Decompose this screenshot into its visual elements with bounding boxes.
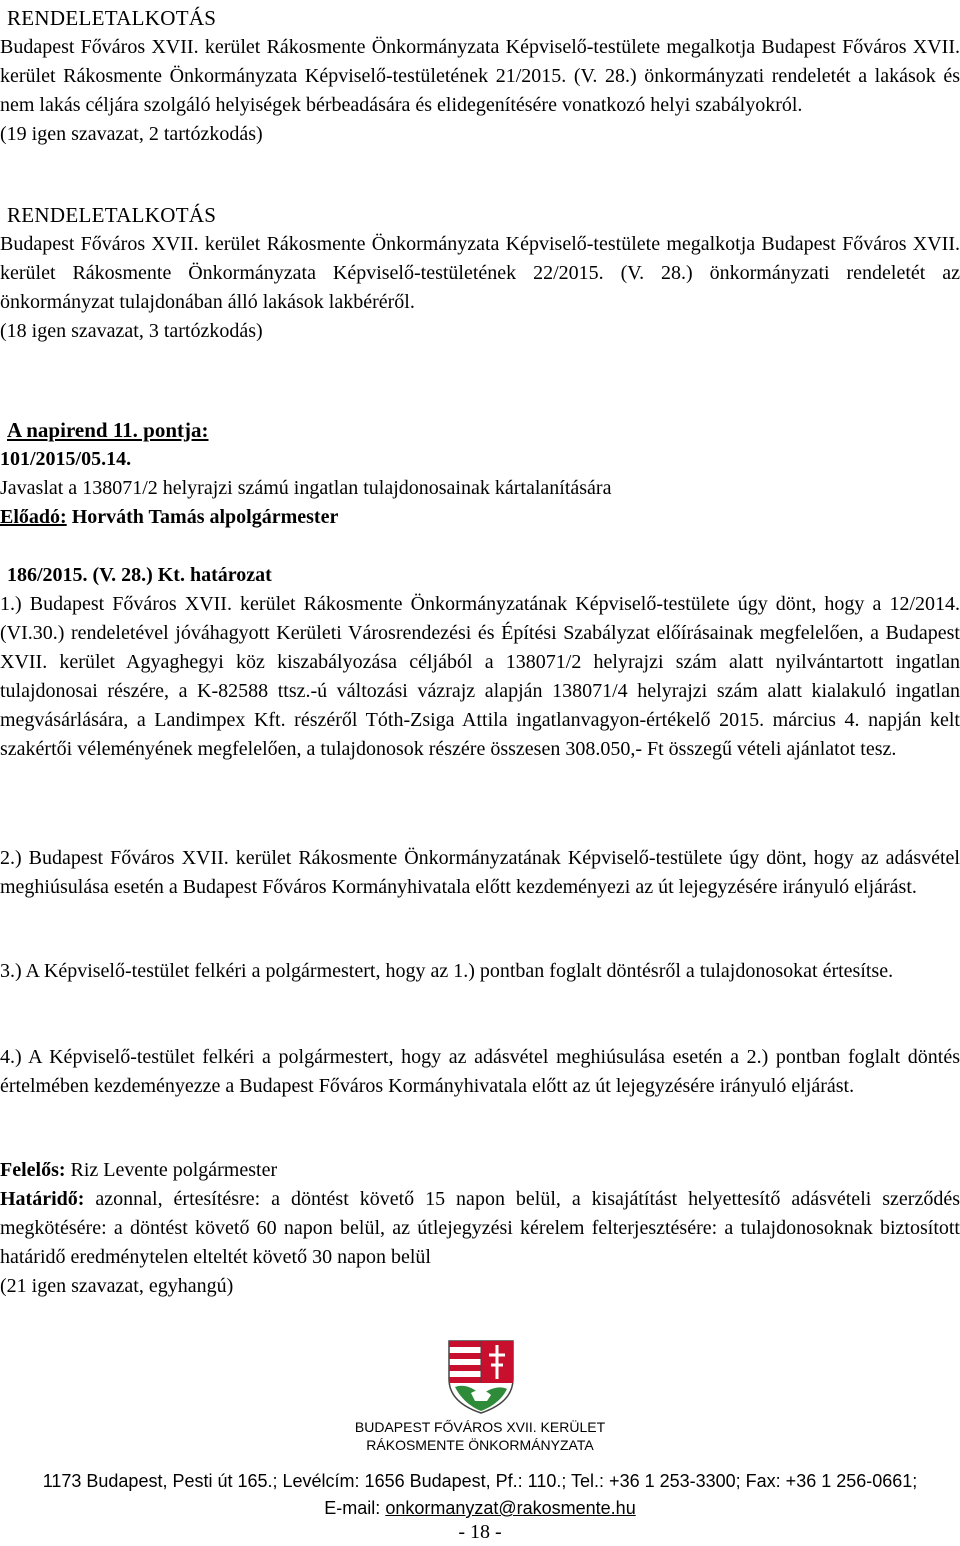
resolution-point-4-block [0,1043,960,1101]
deadline-label: Határidő: [0,1188,85,1210]
agenda-item [0,416,960,532]
agenda-number: 101/2015/05.14. [0,448,132,470]
email-label: E-mail: [324,1498,381,1518]
resolution-point-4: 4.) A Képviselő-testület felkéri a polgármestert, hogy az adásvétel meghiúsulása esetén a 2.) pontban foglalt döntés értelmében kezdeményezze a Budapest Főváros Kormányhivatala előtt az út lejegyzésére irányuló eljárást. [0,1046,960,1097]
vote-result: (21 igen szavazat, egyhangú) [0,1275,234,1297]
resolution-point-3: 3.) A Képviselő-testület felkéri a polgármestert, hogy az 1.) pontban foglalt döntésről a tulajdonosokat értesítse. [0,960,894,982]
resolution-title: 186/2015. (V. 28.) Kt. határozat [7,564,272,586]
presenter-label: Előadó: [0,506,67,528]
responsible-line [0,1156,960,1185]
resolution-point-2-block [0,844,960,902]
agenda-title: A napirend 11. pontja: [7,418,209,442]
email-link[interactable]: onkormanyzat@rakosmente.hu [385,1498,636,1518]
org-name-line-2: RÁKOSMENTE ÖNKORMÁNYZATA [366,1437,594,1453]
decree-text: Budapest Főváros XVII. kerület Rákosmente Önkormányzata Képviselő-testülete megalkotja Budapest Főváros XVII. kerület Rákosmente Önkormányzata Képviselő-testületének 22/2015. (V. 28.) önkormányzati rendeletét az önkormányzat tulajdonában álló lakások lakbéréről. [0,233,960,313]
section-heading: RENDELETALKOTÁS [7,6,217,30]
org-name-line-1: BUDAPEST FŐVÁROS XVII. KERÜLET [354,1419,606,1435]
vote-result: (18 igen szavazat, 3 tartózkodás) [0,320,263,342]
page-number: - 18 - [458,1521,502,1543]
footer-address: 1173 Budapest, Pesti út 165.; Levélcím: 1656 Budapest, Pf.: 110.; Tel.: +36 1 253-3300; Fax: +36 1 256-0661; [42,1471,918,1491]
section-heading: RENDELETALKOTÁS [7,203,217,227]
deadline-line [0,1185,960,1272]
resolution-point-1: 1.) Budapest Főváros XVII. kerület Rákosmente Önkormányzatának Képviselő-testülete úgy dönt, hogy a 12/2014. (VI.30.) rendeletével jóváhagyott Kerületi Városrendezési és Építési Szabályzat előírásainak megfelelően, a Budapest XVII. kerület Agyaghegyi köz kiszabályozása céljából a 138071/2 helyrajzi szám alatt nyilvántartott ingatlan tulajdonosai részére, a K-82588 ttsz.-ú változási vázrajz alapján 138071/4 helyrajzi szám alatt kialakuló ingatlan megvásárlására, a Landimpex Kft. részéről Tóth-Zsiga Attila ingatlanvagyon-értékelő 2015. március 4. napján kelt szakértői véleményének megfelelően, a tulajdonosok részére összesen 308.050,- Ft összegű vételi ajánlatot tesz. [0,593,960,760]
coat-of-arms-icon [441,1335,521,1415]
responsibility-block [0,1156,960,1301]
decree-text: Budapest Főváros XVII. kerület Rákosmente Önkormányzata Képviselő-testülete megalkotja Budapest Főváros XVII. kerület Rákosmente Önkormányzata Képviselő-testületének 21/2015. (V. 28.) önkormányzati rendeletét a lakások és nem lakás céljára szolgáló helyiségek bérbeadására és elidegenítésére vonatkozó helyi szabályokról. [0,36,960,116]
resolution [0,561,960,764]
resolution-point-3-block [0,957,960,986]
deadline-text: azonnal, értesítésre: a döntést követő 15 napon belül, a kisajátítást helyettesítő adásvételi szerződés megkötésére: a döntést követő 60 napon belül, az útlejegyzési kérelem felterjesztésére: a tulajdonosoknak biztosított határidő eredménytelen elteltét követő 30 napon belül [0,1188,960,1268]
section-decree-21 [0,4,960,149]
responsible-label: Felelős: [0,1159,66,1181]
footer-email-line [0,1495,960,1522]
resolution-point-2: 2.) Budapest Főváros XVII. kerület Rákosmente Önkormányzatának Képviselő-testülete úgy dönt, hogy az adásvétel meghiúsulása esetén a Budapest Főváros Kormányhivatala előtt kezdeményezi az út lejegyzésére irányuló eljárást. [0,847,960,898]
vote-result: (19 igen szavazat, 2 tartózkodás) [0,123,263,145]
presenter-name: Horváth Tamás alpolgármester [71,506,339,528]
proposal-title: Javaslat a 138071/2 helyrajzi számú ingatlan tulajdonosainak kártalanítására [0,477,612,499]
responsible-name: Riz Levente polgármester [70,1159,278,1181]
section-decree-22 [0,201,960,346]
presenter-line [0,503,960,532]
